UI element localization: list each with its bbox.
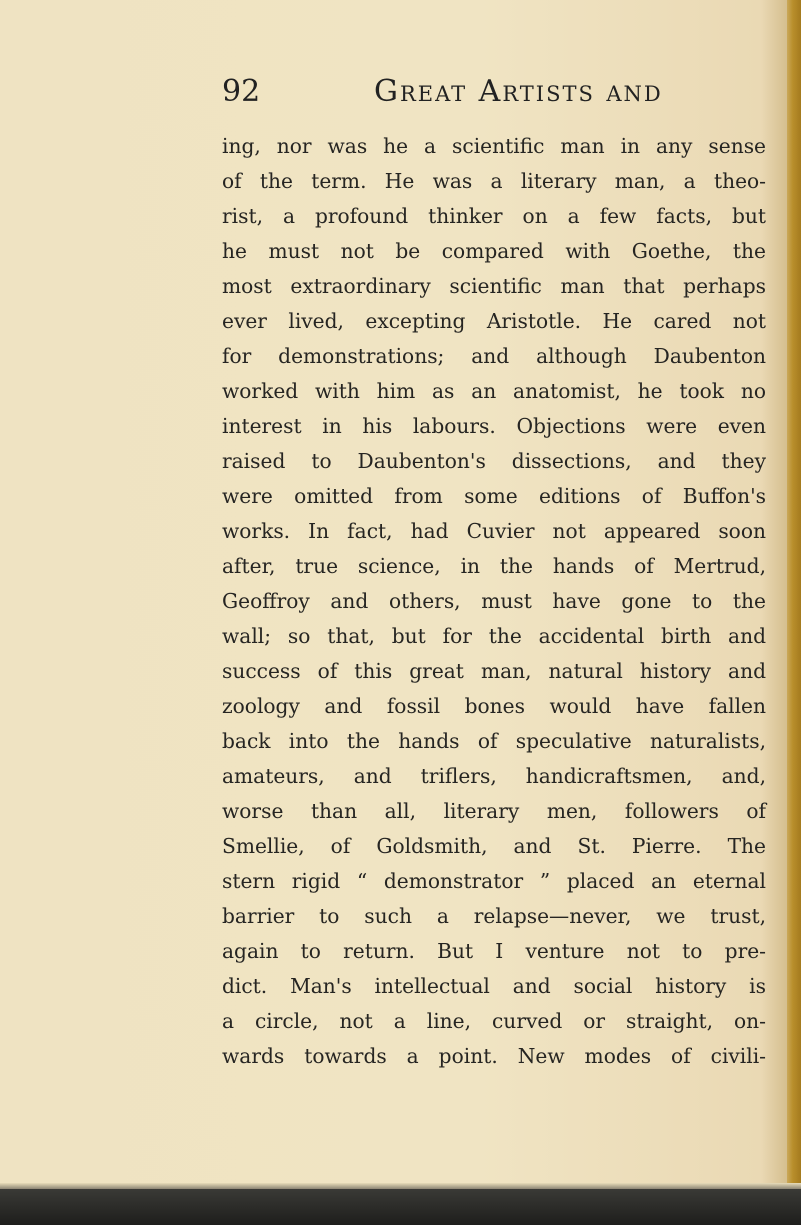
text-line: he must not be compared with Goethe, the bbox=[222, 239, 766, 263]
text-line: worse than all, literary men, followers of bbox=[222, 799, 766, 823]
text-line: stern rigid “ demonstrator ” placed an eternal bbox=[222, 869, 766, 893]
page-edge-bottom bbox=[0, 1189, 801, 1225]
text-line: works. In fact, had Cuvier not appeared soon bbox=[222, 519, 766, 543]
text-line: ing, nor was he a scientific man in any sense bbox=[222, 134, 766, 158]
page-number: 92 bbox=[222, 74, 261, 109]
text-line: rist, a profound thinker on a few facts, but bbox=[222, 204, 766, 228]
text-line: a circle, not a line, curved or straight, on- bbox=[222, 1009, 766, 1033]
text-line: ever lived, excepting Aristotle. He cared not bbox=[222, 309, 766, 333]
text-line: after, true science, in the hands of Mertrud, bbox=[222, 554, 766, 578]
text-line: amateurs, and triflers, handicraftsmen, and, bbox=[222, 764, 766, 788]
text-line: Geoffroy and others, must have gone to the bbox=[222, 589, 766, 613]
text-line: again to return. But I venture not to pre- bbox=[222, 939, 766, 963]
text-line: interest in his labours. Objections were even bbox=[222, 414, 766, 438]
text-line: wall; so that, but for the accidental birth and bbox=[222, 624, 766, 648]
running-head-title: Great Artists and bbox=[374, 74, 663, 109]
text-line: most extraordinary scientific man that perhaps bbox=[222, 274, 766, 298]
text-line: dict. Man's intellectual and social history is bbox=[222, 974, 766, 998]
page-edge-right bbox=[787, 0, 801, 1225]
text-line: Smellie, of Goldsmith, and St. Pierre. The bbox=[222, 834, 766, 858]
text-line: raised to Daubenton's dissections, and they bbox=[222, 449, 766, 473]
text-line: worked with him as an anatomist, he took no bbox=[222, 379, 766, 403]
text-line: success of this great man, natural history and bbox=[222, 659, 766, 683]
text-line: back into the hands of speculative naturalists, bbox=[222, 729, 766, 753]
text-line: for demonstrations; and although Daubenton bbox=[222, 344, 766, 368]
body-text bbox=[222, 129, 766, 1074]
text-line: zoology and fossil bones would have fallen bbox=[222, 694, 766, 718]
text-line: barrier to such a relapse—never, we trust, bbox=[222, 904, 766, 928]
text-line: were omitted from some editions of Buffon's bbox=[222, 484, 766, 508]
running-head bbox=[222, 70, 782, 114]
text-line: of the term. He was a literary man, a theo- bbox=[222, 169, 766, 193]
text-line: wards towards a point. New modes of civili- bbox=[222, 1044, 766, 1068]
